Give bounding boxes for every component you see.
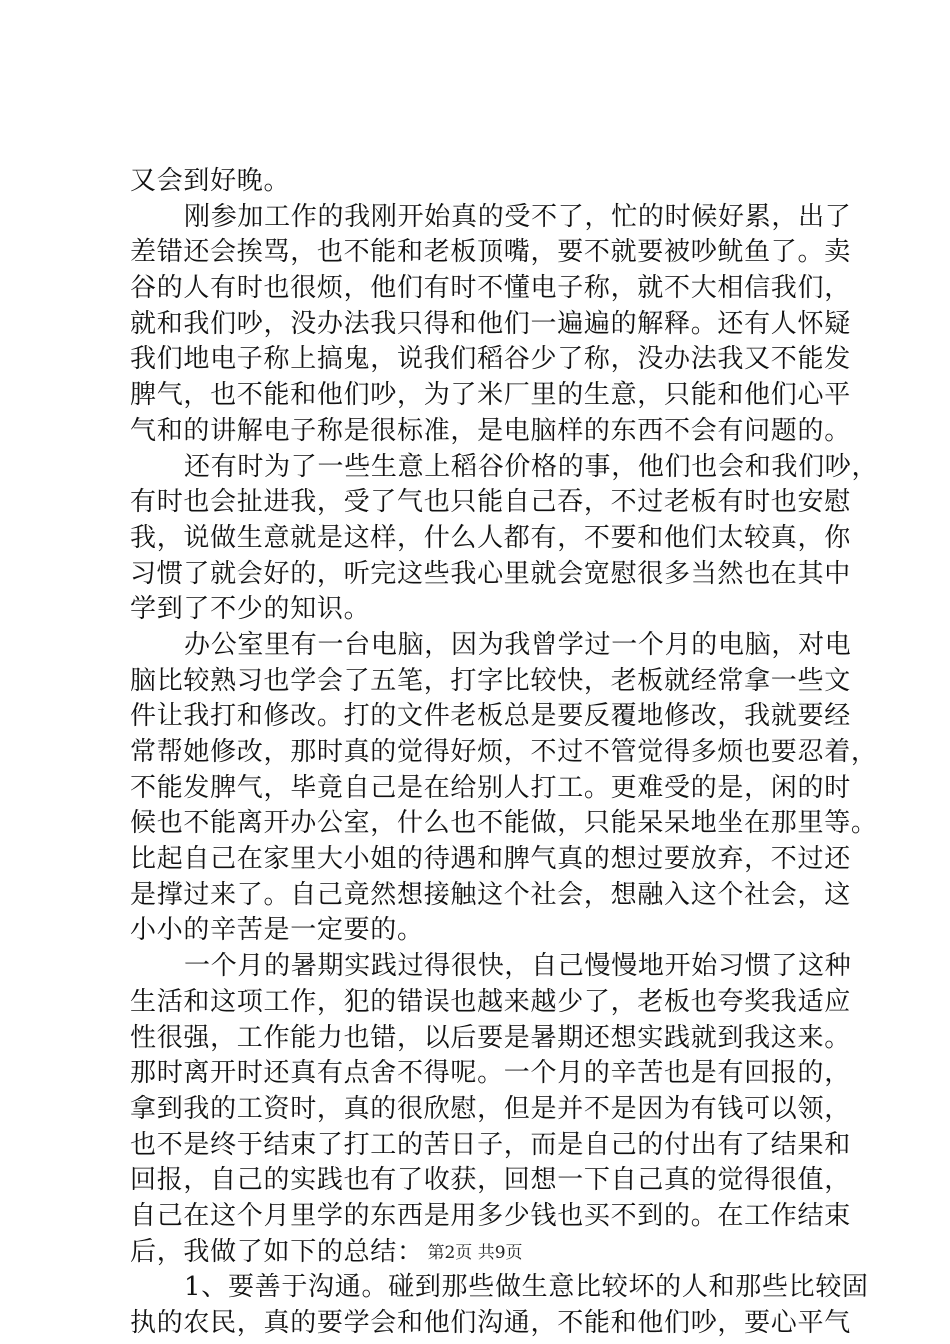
text-line: 件让我打和修改。打的文件老板总是要反覆地修改，我就要经 (130, 701, 851, 732)
page-number-footer: 第2页 共9页 (427, 1243, 523, 1263)
text-line: 差错还会挨骂，也不能和老板顶嘴，要不就要被吵鱿鱼了。卖 (130, 237, 851, 268)
text-line: 1、要善于沟通。碰到那些做生意比较坏的人和那些比较固 (184, 1272, 869, 1303)
text-line: 后，我做了如下的总结： (130, 1236, 424, 1267)
text-line: 就和我们吵，没办法我只得和他们一遍遍的解释。还有人怀疑 (130, 308, 851, 339)
text-line: 回报，自己的实践也有了收获，回想一下自己真的觉得很值， (130, 1165, 851, 1196)
text-line: 那时离开时还真有点舍不得呢。一个月的辛苦也是有回报的， (130, 1058, 851, 1089)
text-line: 刚参加工作的我刚开始真的受不了，忙的时候好累，出了 (184, 201, 852, 232)
text-line: 办公室里有一台电脑，因为我曾学过一个月的电脑，对电 (184, 629, 852, 660)
text-line: 习惯了就会好的，听完这些我心里就会宽慰很多当然也在其中 (130, 558, 851, 589)
text-line: 不能发脾气，毕竟自己是在给别人打工。更难受的是，闲的时 (130, 772, 851, 803)
text-line: 脑比较熟习也学会了五笔，打字比较快，老板就经常拿一些文 (130, 665, 851, 696)
text-line: 还有时为了一些生意上稻谷价格的事，他们也会和我们吵， (184, 451, 879, 482)
text-line: 常帮她修改，那时真的觉得好烦，不过不管觉得多烦也要忍着， (130, 737, 878, 767)
text-line: 比起自己在家里大小姐的待遇和脾气真的想过要放弃，不过还 (130, 844, 851, 875)
text-line: 谷的人有时也很烦，他们有时不懂电子称，就不大相信我们， (130, 273, 851, 304)
text-line: 气和的讲解电子称是很标准，是电脑样的东西不会有问题的。 (130, 415, 851, 446)
text-line: 执的农民，真的要学会和他们沟通，不能和他们吵，要心平气 (130, 1308, 851, 1338)
document-body (130, 164, 879, 1342)
text-line: 一个月的暑期实践过得很快，自己慢慢地开始习惯了这种 (184, 951, 852, 982)
text-line: 也不是终于结束了打工的苦日子，而是自己的付出有了结果和 (130, 1129, 851, 1160)
text-line: 小小的辛苦是一定要的。 (130, 915, 424, 946)
text-line: 我们地电子称上搞鬼，说我们稻谷少了称，没办法我又不能发 (130, 344, 851, 375)
text-line: 拿到我的工资时，真的很欣慰，但是并不是因为有钱可以领， (130, 1093, 851, 1124)
text-line: 学到了不少的知识。 (130, 594, 371, 625)
text-line: 候也不能离开办公室，什么也不能做，只能呆呆地坐在那里等。 (130, 808, 878, 839)
text-line: 自己在这个月里学的东西是用多少钱也买不到的。在工作结束 (130, 1200, 851, 1231)
text-line: 生活和这项工作，犯的错误也越来越少了，老板也夸奖我适应 (130, 986, 851, 1017)
text-line: 是撑过来了。自己竟然想接触这个社会，想融入这个社会，这 (130, 879, 851, 910)
text-line: 性很强，工作能力也错，以后要是暑期还想实践就到我这来。 (130, 1022, 851, 1053)
text-line: 有时也会扯进我，受了气也只能自己吞，不过老板有时也安慰 (130, 487, 851, 518)
text-line: 脾气，也不能和他们吵，为了米厂里的生意，只能和他们心平 (130, 380, 851, 411)
text-line: 我，说做生意就是这样，什么人都有，不要和他们太较真，你 (130, 522, 851, 553)
text-line: 又会到好晚。 (130, 166, 291, 196)
